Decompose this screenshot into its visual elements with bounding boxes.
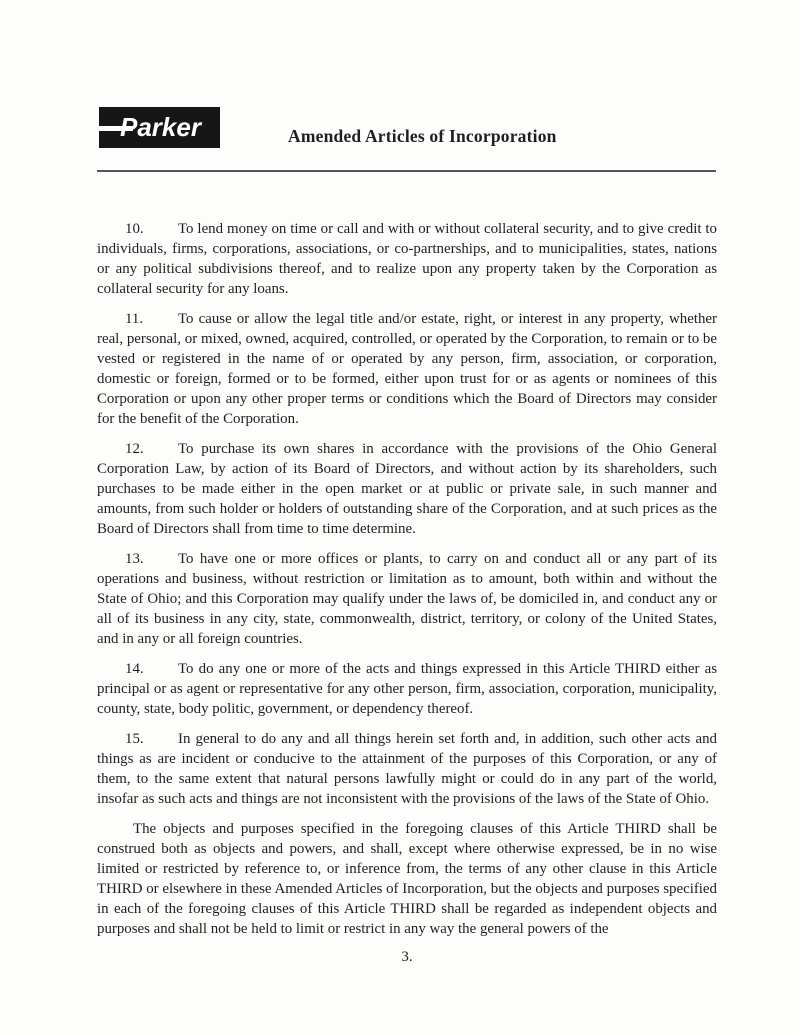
paragraph-10: [97, 219, 717, 299]
paragraph-number: 13.: [125, 551, 144, 567]
paragraph-number: 11.: [125, 311, 144, 327]
parker-logo-text: Parker: [120, 112, 201, 142]
paragraph-objects-and-purposes: [97, 819, 717, 939]
paragraph-text: The objects and purposes specified in the foregoing clauses of this Article THIRD shall be construed both as objects and powers, and shall, except where otherwise expressed, be in no wise limited or restricted by reference to, or inference from, the terms of any other clause in this Article THIRD or elsewhere in these Amended Articles of Incorporation, but the objects and purposes specified in each of the foregoing clauses of this Article THIRD shall be regarded as independent objects and purposes and shall not be held to limit or restrict in any way the general powers of the: [97, 821, 717, 937]
paragraph-12: [97, 439, 717, 539]
document-header: [97, 107, 716, 148]
paragraph-text: To have one or more offices or plants, to carry on and conduct all or any part of its operations and business, without restriction or limitation as to amount, both within and without the State of Ohio; and this Corporation may qualify under the laws of, be domiciled in, and conduct any or all of its business in any city, state, commonwealth, district, territory, or colony of the United States, and in any or all foreign countries.: [97, 551, 717, 647]
paragraph-11: [97, 309, 717, 429]
document-body: [97, 219, 717, 939]
paragraph-text: In general to do any and all things herein set forth and, in addition, such other acts and things as are incident or conducive to the attainment of the purposes of this Corporation, or any of them, to the same extent that natural persons lawfully might or could do in any part of the world, insofar as such acts and things are not inconsistent with the provisions of the laws of the State of Ohio.: [97, 731, 717, 807]
paragraph-number: 15.: [125, 731, 144, 747]
page-number: 3.: [401, 949, 413, 965]
header-divider: [97, 170, 716, 172]
page-title: Amended Articles of Incorporation: [288, 126, 557, 146]
paragraph-number: 14.: [125, 661, 144, 677]
paragraph-text: To cause or allow the legal title and/or estate, right, or interest in any property, whether real, personal, or mixed, owned, acquired, controlled, or operated by the Corporation, to remain or to be vested or registered in the name of or operated by any person, firm, association, or corporation, domestic or foreign, formed or to be formed, either upon trust for or as agents or nominees of this Corporation or upon any other proper terms or conditions which the Board of Directors may consider for the benefit of the Corporation.: [97, 311, 717, 427]
paragraph-15: [97, 729, 717, 809]
paragraph-text: To purchase its own shares in accordance with the provisions of the Ohio General Corporation Law, by action of its Board of Directors, and without action by its shareholders, such purchases to be made either in the open market or at public or private sale, in such manner and amounts, from such holder or holders of outstanding share of the Corporation, and at such prices as the Board of Directors shall from time to time determine.: [97, 441, 717, 537]
paragraph-text: To lend money on time or call and with or without collateral security, and to give credit to individuals, firms, corporations, associations, or co-partnerships, and to municipalities, states, nations or any political subdivisions thereof, and to realize upon any property taken by the Corporation as collateral security for any loans.: [97, 221, 717, 297]
paragraph-number: 10.: [125, 221, 144, 237]
paragraph-number: 12.: [125, 441, 144, 457]
paragraph-14: [97, 659, 717, 719]
paragraph-text: To do any one or more of the acts and things expressed in this Article THIRD either as principal or as agent or representative for any other person, firm, association, corporation, municipality, county, state, body politic, government, or dependency thereof.: [97, 661, 717, 717]
parker-logo: [99, 107, 220, 148]
paragraph-13: [97, 549, 717, 649]
